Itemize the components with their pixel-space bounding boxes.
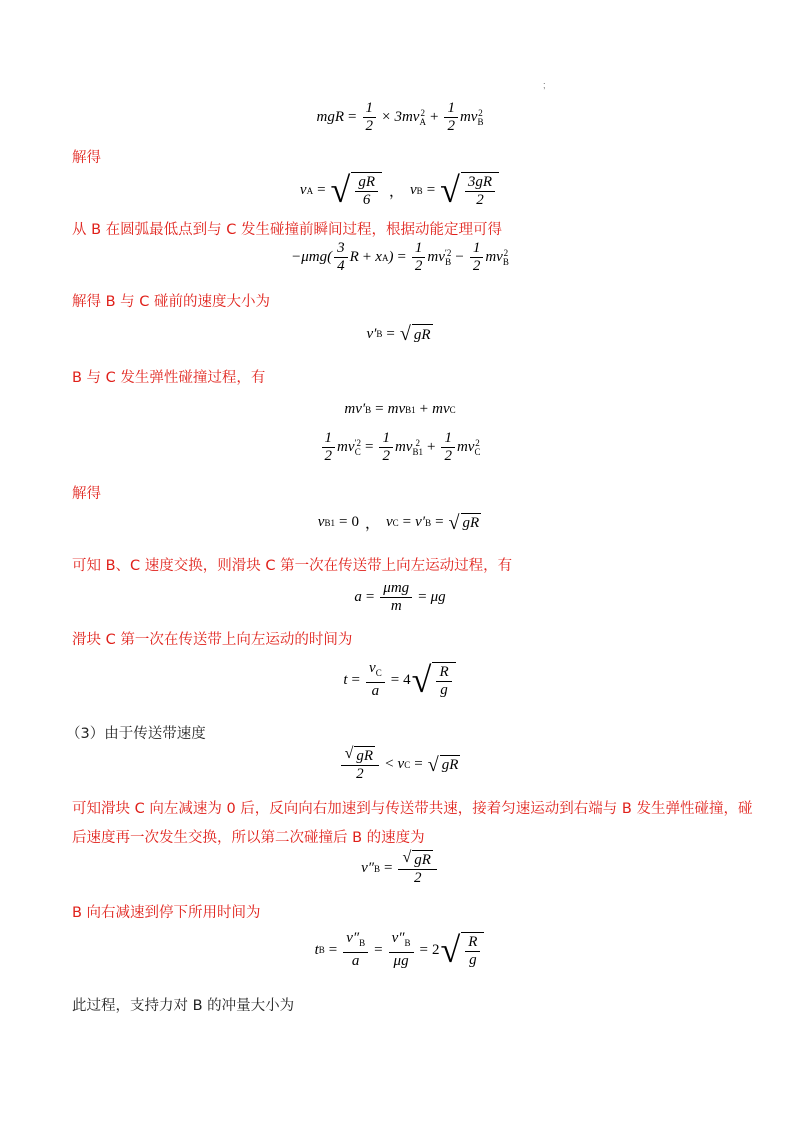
equation-energy-conservation: mgR = $\frac{1}{2}$ × 3mv 2 A + $\frac{1}{2}$ mv 2 B (316, 100, 484, 134)
equation-time-t: t = $\frac{v_C}{a}$ = 4 √ $\frac{R}{g}$ (0, 660, 800, 700)
equation-momentum: mv′ B = mv B1 + mv C (344, 401, 456, 417)
equation-vb-prime: v′ B = √ gR (366, 323, 431, 345)
text-second-collision: 后速度再一次发生交换，所以第二次碰撞后 B 的速度为 (72, 830, 425, 846)
corner-mark: ; (543, 80, 546, 90)
equation-belt-speed: √ gR 2 < v C = √ gR (0, 746, 800, 783)
text-kinetic-energy-theorem: 从 B 在圆弧最低点到与 C 发生碰撞前瞬间过程，根据动能定理可得 (72, 222, 503, 238)
equation-kinetic-energy: $\frac{1}{2}$ mv ′2 C = $\frac{1}{2}$ mv 2 B1 + $\frac{1}{2}$ mv 2 C (0, 430, 800, 465)
text-part-3: （3）由于传送带速度 (66, 726, 206, 742)
equation-work-energy: −μmg( $\frac{3}{4}$ R + x A ) = $\frac{1}{2}$ mv ′2 B − $\frac{1}{2}$ mv 2 B (291, 240, 509, 274)
text-time-left: 滑块 C 第一次在传送带上向左运动的时间为 (72, 632, 353, 648)
equation-post-collision: v B1 = 0 ， v C = v′ B = √ gR (317, 511, 480, 534)
text-stop-time: B 向右减速到停下所用时间为 (72, 905, 261, 921)
text-solve-2: 解得 (72, 486, 101, 502)
text-solve-1: 解得 (72, 150, 101, 166)
text-speed-before-collision: 解得 B 与 C 碰前的速度大小为 (72, 294, 271, 310)
equation-velocities-ab: v A = √ $\frac{gR}{6}$ ， v B = √ $\frac{3gR}{2}$ (0, 172, 800, 209)
text-velocity-exchange: 可知 B、C 速度交换，则滑块 C 第一次在传送带上向左运动过程，有 (72, 558, 513, 574)
equation-acceleration: a = $\frac{\text{μmg}}{m}$ = μg (354, 580, 446, 614)
text-impulse: 此过程，支持力对 B 的冲量大小为 (72, 998, 295, 1014)
equation-time-tb: t B = $\frac{v''_B}{a}$ = $\frac{v''_B}{\mu g}$ = 2 √ $\frac{R}{g}$ (0, 930, 800, 970)
text-deceleration-explanation: 可知滑块 C 向左减速为 0 后，反向向右加速到与传送带共速，接着匀速运动到右端与 B 发生弹性碰撞，碰 (72, 801, 753, 817)
text-elastic-collision: B 与 C 发生弹性碰撞过程，有 (72, 370, 266, 386)
equation-vb-double-prime: v″ B = √ gR 2 (0, 850, 800, 887)
